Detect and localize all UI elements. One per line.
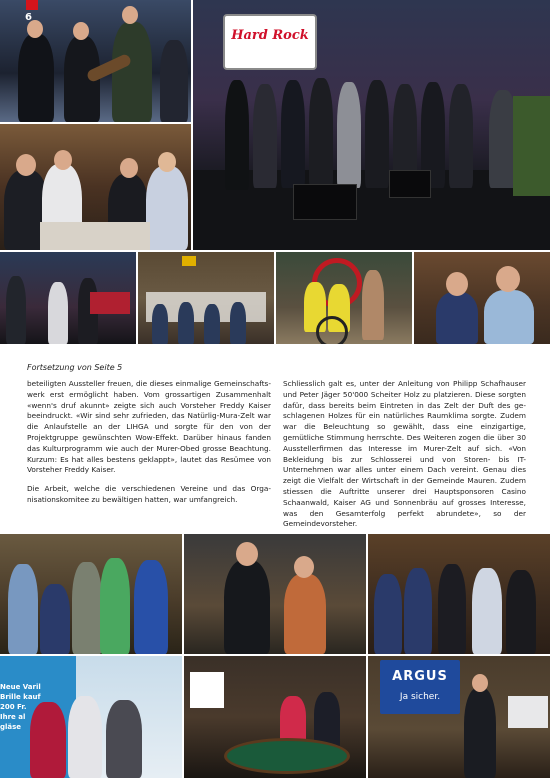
sign-line: gläse xyxy=(0,723,22,731)
sign-line: 200 Fr. xyxy=(0,703,27,711)
page-marker xyxy=(0,0,40,34)
article-paragraph: Schliesslich galt es, unter der Anleitung von Philipp Schafhauser und Peter Jäger 50'000 Scheiter Holz zu platzieren. Diese sorgten dafür, dass bereits beim Eintreten in das Zelt der Duft des geschlagenen Holzes für ein natürliches Raumklima sorgte. Zudem war die Beleuchtung so gewählt, dass eine einzigartige, gemütliche Stimmung herrschte. Des Weiteren zogen die über 30 Ausstellerfirmen das Interesse im Murer-Zelt auf sich. «Von Bekleidung bis zur Schlosserei und von Storen- bis IT-Unternehmen war alles unter einem Dach vereint. Genau dies zeigt die Vielfalt der Wirtschaft in der Gemeinde Mauren. Zudem stiessen die Auftritte unserer drei Hauptsponsoren Casino Schaanwald, Kaiser AG und Sonnenbräu auf grosses Interesse, was den Gesamterfolg perfekt abrundete», so der Gemeindevorsteher. xyxy=(283,379,526,529)
sign-line: Neue Varil xyxy=(0,683,41,691)
page-number: 6 xyxy=(25,12,32,23)
hard-rock-logo: Hard Rock xyxy=(231,28,309,43)
photo-optician-booth xyxy=(0,656,182,778)
photo-choir-stage xyxy=(193,0,550,250)
photo-brass-band xyxy=(138,252,274,344)
photo-couple-exhibit xyxy=(184,534,366,654)
page-marker-red-block xyxy=(26,0,38,10)
sign-line: Ihre al xyxy=(0,713,26,721)
photo-thumbs-up xyxy=(414,252,550,344)
article-paragraph: beteiligten Aussteller freuen, die dieses einmalige Gemeinschaftswerk erst ermöglicht haben. Vom grossartigen Zusammenhalt «wenn's druf akunnt» zeigte sich auch Vorsteher Freddy Kaiser beeindruckt. «Wir sind sehr zufrieden, das Natürlig-Mura-Zelt war die Anlaufstelle an der LIHGA und sorgte für den von der Projektgruppe gewünschten Wow-Effekt. Darüber hinaus fanden das Kulturprogramm wie auch der Murer-Obed grosse Beachtung. Kurzum: Es hat alles bestens geklappt», lautet das Resümee von Vorsteher Freddy Kaiser. xyxy=(27,379,271,475)
article-paragraph: Die Arbeit, welche die verschiedenen Vereine und das Organisationskomitee zu bewältigen hatten, war umfangreich. xyxy=(27,484,271,504)
sign-line: Brille kauf xyxy=(0,693,41,701)
argus-slogan: Ja sicher. xyxy=(399,692,441,702)
photo-musicians-stage xyxy=(0,252,136,344)
photo-casino-table xyxy=(184,656,366,778)
hard-rock-sign xyxy=(223,14,317,70)
continuation-note: Fortsetzung von Seite 5 xyxy=(27,363,123,372)
article-left-column xyxy=(27,379,271,514)
photo-table-toast xyxy=(0,124,191,250)
photo-booth-team xyxy=(368,534,550,654)
photo-rickshaw-ride xyxy=(276,252,412,344)
photo-group-exhibitors xyxy=(0,534,182,654)
photo-argus-booth xyxy=(368,656,550,778)
argus-sign xyxy=(380,660,460,714)
argus-logo: ARGUS xyxy=(392,669,448,684)
article-right-column xyxy=(283,379,526,538)
